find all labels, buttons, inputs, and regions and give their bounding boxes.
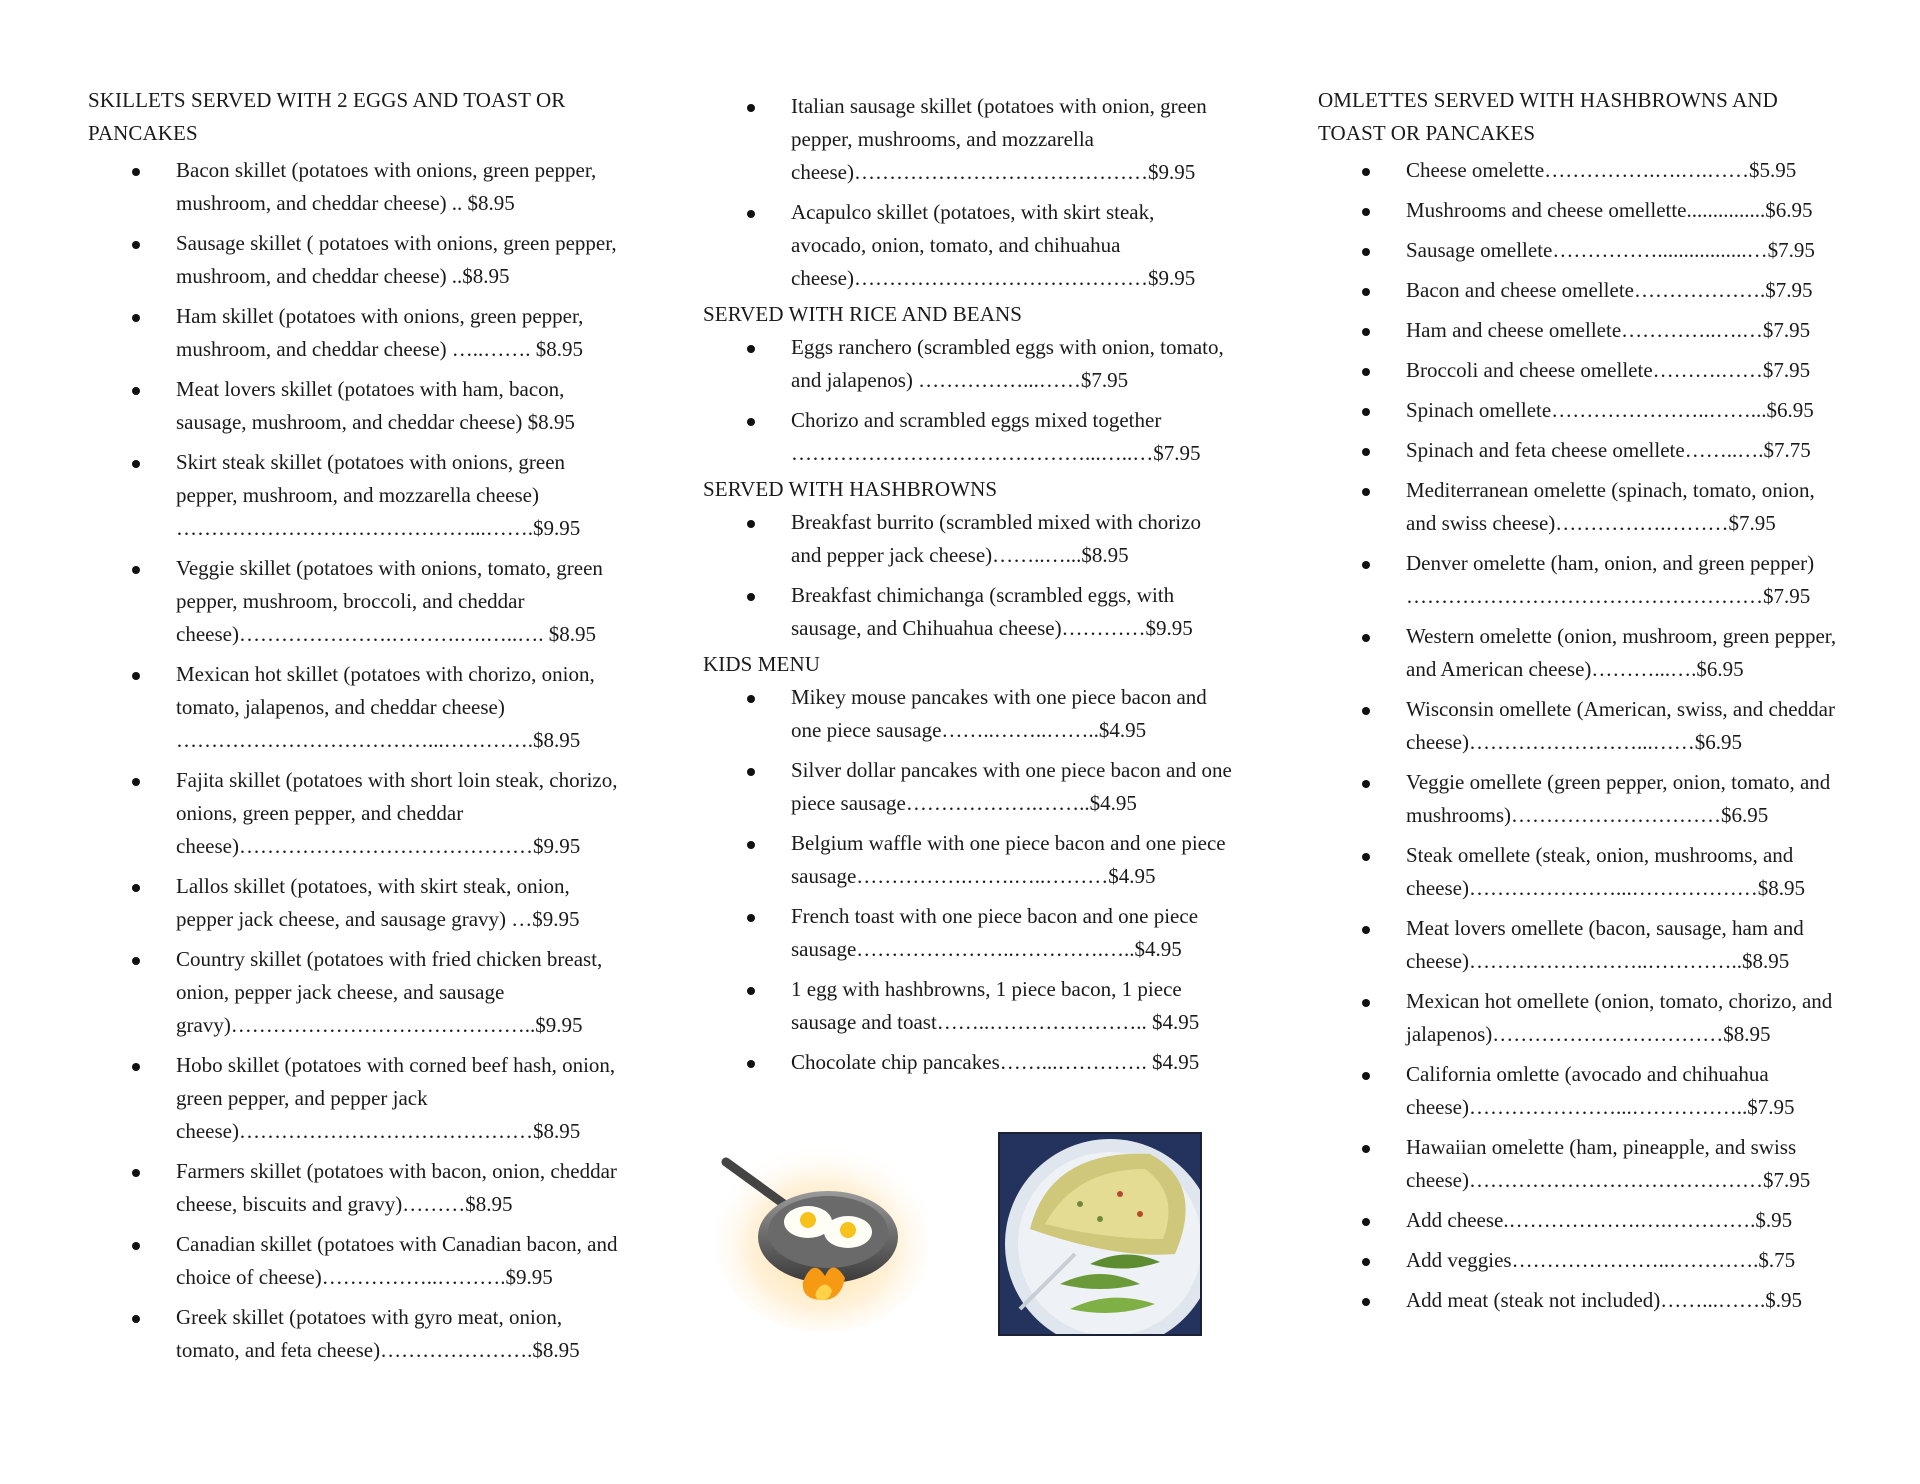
- bullet-icon: [1362, 853, 1370, 861]
- menu-item-text: Veggie omellete (green pepper, onion, tomato, and mushrooms)…………………………$6.95: [1406, 770, 1831, 827]
- bullet-icon: [1362, 408, 1370, 416]
- menu-item: [88, 1049, 618, 1148]
- menu-item-text: Lallos skillet (potatoes, with skirt steak, onion, pepper jack cheese, and sausage gravy) …$9.95: [176, 874, 580, 931]
- menu-item: [1318, 394, 1848, 427]
- bullet-icon: [747, 104, 755, 112]
- bullet-icon: [132, 1242, 140, 1250]
- menu-item: [88, 227, 618, 293]
- menu-item: [703, 404, 1233, 470]
- bullet-icon: [132, 672, 140, 680]
- menu-item-text: Ham skillet (potatoes with onions, green pepper, mushroom, and cheddar cheese) …..……. $8.95: [176, 304, 584, 361]
- menu-item-text: Skirt steak skillet (potatoes with onions, green pepper, mushroom, and mozzarella cheese) ……………………………………...…….$9.95: [176, 450, 581, 540]
- menu-item-text: Chocolate chip pancakes……...…………. $4.95: [791, 1050, 1200, 1074]
- bullet-icon: [1362, 634, 1370, 642]
- menu-item: [703, 827, 1233, 893]
- menu-item: [1318, 985, 1848, 1051]
- bullet-icon: [132, 957, 140, 965]
- menu-item: [1318, 354, 1848, 387]
- bullet-icon: [132, 884, 140, 892]
- bullet-icon: [1362, 1145, 1370, 1153]
- menu-item: [1318, 1284, 1848, 1317]
- kids-menu-list: [703, 681, 1233, 1079]
- menu-item-text: Hawaiian omelette (ham, pineapple, and swiss cheese)……………………………………$7.95: [1406, 1135, 1811, 1192]
- menu-item-text: Breakfast chimichanga (scrambled eggs, with sausage, and Chihuahua cheese)…………$9.95: [791, 583, 1193, 640]
- menu-item: [1318, 314, 1848, 347]
- menu-item: [1318, 620, 1848, 686]
- menu-item-text: Sausage skillet ( potatoes with onions, green pepper, mushroom, and cheddar cheese) ..$8.95: [176, 231, 617, 288]
- omelettes-column: [1318, 84, 1848, 1324]
- menu-item: [88, 1155, 618, 1221]
- menu-item-text: Mikey mouse pancakes with one piece bacon and one piece sausage……..……..……..$4.95: [791, 685, 1207, 742]
- menu-item-text: Meat lovers skillet (potatoes with ham, bacon, sausage, mushroom, and cheddar cheese) $8.95: [176, 377, 575, 434]
- menu-item: [1318, 839, 1848, 905]
- menu-item: [88, 300, 618, 366]
- menu-item-text: Belgium waffle with one piece bacon and one piece sausage…………….…….…..………$4.95: [791, 831, 1226, 888]
- menu-item: [703, 90, 1233, 189]
- bullet-icon: [747, 695, 755, 703]
- menu-item: [88, 552, 618, 651]
- menu-item: [1318, 194, 1848, 227]
- bullet-icon: [132, 168, 140, 176]
- menu-item: [703, 973, 1233, 1039]
- bullet-icon: [747, 841, 755, 849]
- bullet-icon: [1362, 248, 1370, 256]
- skillets-heading: SKILLETS SERVED WITH 2 EGGS AND TOAST OR PANCAKES: [88, 88, 566, 145]
- bullet-icon: [132, 778, 140, 786]
- menu-item-text: Add cheese.……………….….………….$.95: [1406, 1208, 1793, 1232]
- menu-item: [88, 1301, 618, 1367]
- bullet-icon: [1362, 168, 1370, 176]
- menu-item-text: Bacon and cheese omellete……………….$7.95: [1406, 278, 1813, 302]
- menu-item: [88, 373, 618, 439]
- menu-item-text: Mediterranean omelette (spinach, tomato, onion, and swiss cheese)…………….………$7.95: [1406, 478, 1815, 535]
- menu-item-text: Mexican hot omellete (onion, tomato, chorizo, and jalapenos)……………………………$8.95: [1406, 989, 1833, 1046]
- bullet-icon: [1362, 1258, 1370, 1266]
- bullet-icon: [1362, 707, 1370, 715]
- menu-item: [88, 764, 618, 863]
- bullet-icon: [132, 1315, 140, 1323]
- menu-item-text: French toast with one piece bacon and one piece sausage…………………..………….…..$4.95: [791, 904, 1199, 961]
- bullet-icon: [747, 520, 755, 528]
- menu-item-text: Add veggies…………………..………….$.75: [1406, 1248, 1796, 1272]
- bullet-icon: [1362, 1218, 1370, 1226]
- menu-item: [1318, 693, 1848, 759]
- bullet-icon: [1362, 1072, 1370, 1080]
- bullet-icon: [1362, 448, 1370, 456]
- menu-item: [1318, 1244, 1848, 1277]
- bullet-icon: [747, 593, 755, 601]
- skillets-column: [88, 84, 618, 1374]
- frying-pan-eggs-icon: [708, 1132, 928, 1332]
- bullet-icon: [132, 241, 140, 249]
- omelette-photo: [998, 1132, 1202, 1336]
- menu-item-text: Chorizo and scrambled eggs mixed together ……………………………………...…..…$7.95: [791, 408, 1201, 465]
- bullet-icon: [747, 987, 755, 995]
- menu-item: [88, 870, 618, 936]
- bullet-icon: [1362, 926, 1370, 934]
- omelettes-list: [1318, 154, 1848, 1317]
- bullet-icon: [1362, 368, 1370, 376]
- bullet-icon: [1362, 328, 1370, 336]
- menu-item-text: Mexican hot skillet (potatoes with chorizo, onion, tomato, jalapenos, and cheddar cheese) ………………………………...………….$8.95: [176, 662, 595, 752]
- menu-item-text: California omlette (avocado and chihuahua cheese)…………………...……………..$7.95: [1406, 1062, 1795, 1119]
- menu-item: [88, 943, 618, 1042]
- menu-item: [88, 658, 618, 757]
- menu-item-text: Meat lovers omellete (bacon, sausage, ham and cheese)……………………..…………..$8.95: [1406, 916, 1804, 973]
- menu-item: [88, 446, 618, 545]
- menu-item: [88, 1228, 618, 1294]
- menu-item-text: Acapulco skillet (potatoes, with skirt steak, avocado, onion, tomato, and chihuahua cheese)……………………………………$9.95: [791, 200, 1196, 290]
- menu-item: [703, 1046, 1233, 1079]
- bullet-icon: [1362, 780, 1370, 788]
- skillets-list: [88, 154, 618, 1367]
- menu-item-text: Wisconsin omellete (American, swiss, and cheddar cheese)……………………...……$6.95: [1406, 697, 1835, 754]
- menu-item: [1318, 234, 1848, 267]
- menu-item-text: Eggs ranchero (scrambled eggs with onion, tomato, and jalapenos) ……………...……$7.95: [791, 335, 1224, 392]
- menu-item-text: Mushrooms and cheese omellette...............$6.95: [1406, 198, 1813, 222]
- bullet-icon: [747, 210, 755, 218]
- menu-item: [1318, 766, 1848, 832]
- menu-item-text: Sausage omellete…………….................…$7.95: [1406, 238, 1815, 262]
- kids-menu-heading: KIDS MENU: [703, 652, 820, 676]
- middle-column: [703, 90, 1233, 1086]
- bullet-icon: [1362, 999, 1370, 1007]
- menu-item-text: Cheese omelette…………….….….……$5.95: [1406, 158, 1797, 182]
- bullet-icon: [747, 1060, 755, 1068]
- menu-item-text: Western omelette (onion, mushroom, green pepper, and American cheese)………...….$6.95: [1406, 624, 1837, 681]
- menu-pictures: [708, 1132, 1208, 1332]
- bullet-icon: [747, 418, 755, 426]
- menu-item: [703, 331, 1233, 397]
- menu-item: [703, 506, 1233, 572]
- menu-item-text: Bacon skillet (potatoes with onions, green pepper, mushroom, and cheddar cheese) .. $8.95: [176, 158, 597, 215]
- bullet-icon: [1362, 288, 1370, 296]
- menu-item-text: Silver dollar pancakes with one piece bacon and one piece sausage……………….……..$4.95: [791, 758, 1232, 815]
- rice-beans-heading: SERVED WITH RICE AND BEANS: [703, 302, 1023, 326]
- menu-item-text: Spinach omellete…………………..……...$6.95: [1406, 398, 1814, 422]
- menu-item: [703, 196, 1233, 295]
- menu-item-text: 1 egg with hashbrowns, 1 piece bacon, 1 piece sausage and toast……..………………….. $4.95: [791, 977, 1200, 1034]
- menu-item: [1318, 912, 1848, 978]
- menu-item-text: Spinach and feta cheese omellete……..….$7.75: [1406, 438, 1811, 462]
- menu-item-text: Breakfast burrito (scrambled mixed with chorizo and pepper jack cheese)……..…...$8.95: [791, 510, 1201, 567]
- bullet-icon: [132, 460, 140, 468]
- menu-item-text: Farmers skillet (potatoes with bacon, onion, cheddar cheese, biscuits and gravy)………$8.95: [176, 1159, 617, 1216]
- menu-item: [703, 900, 1233, 966]
- menu-item-text: Denver omelette (ham, onion, and green pepper) ……………………………………………$7.95: [1406, 551, 1815, 608]
- menu-item-text: Ham and cheese omellete…………..….…$7.95: [1406, 318, 1811, 342]
- bullet-icon: [132, 1169, 140, 1177]
- more-skillets-list: [703, 90, 1233, 295]
- menu-item: [1318, 1058, 1848, 1124]
- menu-item: [1318, 547, 1848, 613]
- bullet-icon: [1362, 561, 1370, 569]
- menu-item-text: Country skillet (potatoes with fried chicken breast, onion, pepper jack cheese, and sausage gravy)……………………………………..$9.95: [176, 947, 603, 1037]
- hashbrowns-heading: SERVED WITH HASHBROWNS: [703, 477, 998, 501]
- rice-beans-list: [703, 331, 1233, 470]
- menu-item: [1318, 474, 1848, 540]
- menu-item-text: Veggie skillet (potatoes with onions, tomato, green pepper, mushroom, broccoli, and cheddar cheese)………………….……….….…..…. $8.95: [176, 556, 603, 646]
- menu-item: [1318, 434, 1848, 467]
- menu-item-text: Greek skillet (potatoes with gyro meat, onion, tomato, and feta cheese)………………….$8.95: [176, 1305, 580, 1362]
- menu-item: [1318, 1131, 1848, 1197]
- bullet-icon: [747, 768, 755, 776]
- bullet-icon: [132, 314, 140, 322]
- hashbrowns-list: [703, 506, 1233, 645]
- bullet-icon: [132, 387, 140, 395]
- menu-item: [88, 154, 618, 220]
- menu-item-text: Canadian skillet (potatoes with Canadian bacon, and choice of cheese)……………..……….$9.95: [176, 1232, 618, 1289]
- menu-item-text: Hobo skillet (potatoes with corned beef hash, onion, green pepper, and pepper jack cheese)……………………………………$8.95: [176, 1053, 616, 1143]
- bullet-icon: [1362, 1298, 1370, 1306]
- bullet-icon: [132, 1063, 140, 1071]
- menu-item-text: Broccoli and cheese omellete……….……$7.95: [1406, 358, 1811, 382]
- bullet-icon: [747, 345, 755, 353]
- bullet-icon: [132, 566, 140, 574]
- menu-item: [1318, 1204, 1848, 1237]
- bullet-icon: [1362, 488, 1370, 496]
- omelettes-heading: OMLETTES SERVED WITH HASHBROWNS AND TOAST OR PANCAKES: [1318, 88, 1778, 145]
- menu-item: [703, 754, 1233, 820]
- menu-item: [703, 579, 1233, 645]
- menu-item-text: Fajita skillet (potatoes with short loin steak, chorizo, onions, green pepper, and cheddar cheese)……………………………………$9.95: [176, 768, 618, 858]
- menu-item: [703, 681, 1233, 747]
- menu-item: [1318, 154, 1848, 187]
- menu-item-text: Steak omellete (steak, onion, mushrooms, and cheese)…………………...………………$8.95: [1406, 843, 1805, 900]
- menu-item-text: Add meat (steak not included)……...…….$.95: [1406, 1288, 1803, 1312]
- menu-item: [1318, 274, 1848, 307]
- bullet-icon: [747, 914, 755, 922]
- bullet-icon: [1362, 208, 1370, 216]
- menu-item-text: Italian sausage skillet (potatoes with onion, green pepper, mushrooms, and mozzarella cheese)……………………………………$9.95: [791, 94, 1207, 184]
